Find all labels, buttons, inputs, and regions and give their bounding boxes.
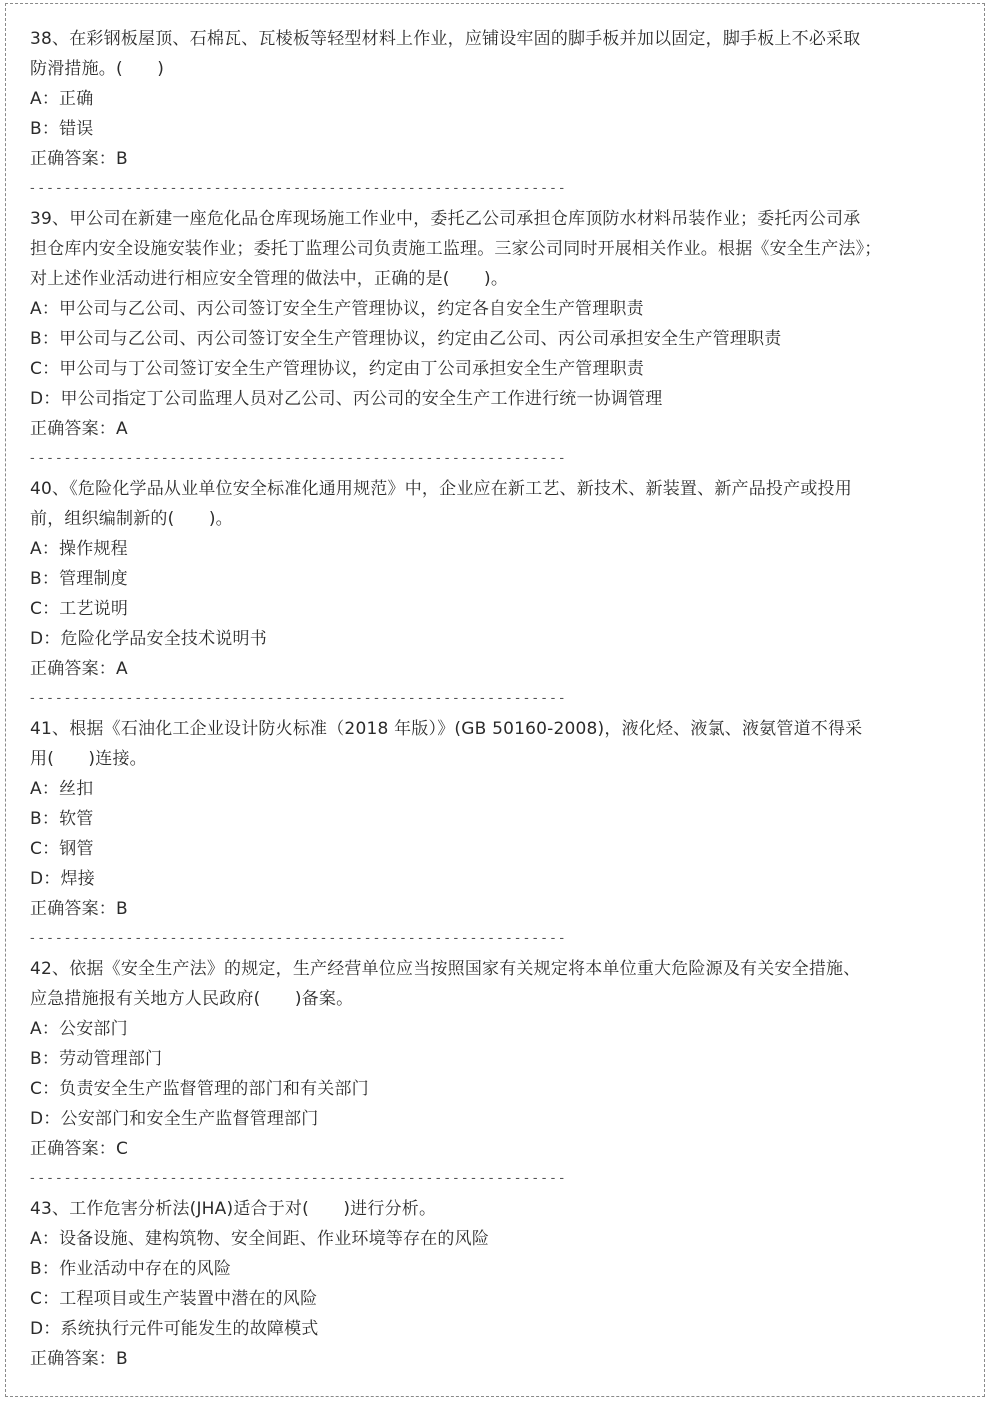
separator-line: - - - - - - - - - - - - - - - - - - - - - - - - - - - - - - - - - - - - - - - - - - - - - - - - - - - - - - - - - - - - - (30, 451, 565, 466)
question-39 (30, 204, 900, 444)
option-d: D：危险化学品安全技术说明书 (30, 629, 267, 649)
separator-line: - - - - - - - - - - - - - - - - - - - - - - - - - - - - - - - - - - - - - - - - - - - - - - - - - - - - - - - - - - - - - (30, 1171, 565, 1186)
option-a: A：设备设施、建构筑物、安全间距、作业环境等存在的风险 (30, 1229, 490, 1249)
question-text: 40、《危险化学品从业单位安全标准化通用规范》中，企业应在新工艺、新技术、新装置、新产品投产或投用 (30, 479, 852, 499)
option-b: B：作业活动中存在的风险 (30, 1259, 232, 1279)
option-c: C：工程项目或生产装置中潜在的风险 (30, 1289, 318, 1309)
separator-line: - - - - - - - - - - - - - - - - - - - - - - - - - - - - - - - - - - - - - - - - - - - - - - - - - - - - - - - - - - - - - (30, 931, 565, 946)
option-d: D：甲公司指定丁公司监理人员对乙公司、丙公司的安全生产工作进行统一协调管理 (30, 389, 663, 409)
option-a: A：甲公司与乙公司、丙公司签订安全生产管理协议，约定各自安全生产管理职责 (30, 299, 644, 319)
question-43 (30, 1194, 900, 1374)
correct-answer: 正确答案：B (30, 1349, 128, 1369)
option-a: A：操作规程 (30, 539, 128, 559)
question-text: 对上述作业活动进行相应安全管理的做法中，正确的是( )。 (30, 269, 509, 289)
option-a: A：正确 (30, 89, 94, 109)
correct-answer: 正确答案：A (30, 659, 128, 679)
question-text: 担仓库内安全设施安装作业；委托丁监理公司负责施工监理。三家公司同时开展相关作业。根据《安全生产法》； (30, 239, 882, 259)
correct-answer: 正确答案：A (30, 419, 128, 439)
separator-line: - - - - - - - - - - - - - - - - - - - - - - - - - - - - - - - - - - - - - - - - - - - - - - - - - - - - - - - - - - - - - (30, 691, 565, 706)
option-a: A：公安部门 (30, 1019, 128, 1039)
option-d: D：公安部门和安全生产监督管理部门 (30, 1109, 319, 1129)
correct-answer: 正确答案：C (30, 1139, 129, 1159)
question-41 (30, 714, 900, 924)
option-b: B：管理制度 (30, 569, 128, 589)
option-b: B：错误 (30, 119, 94, 139)
option-d: D：焊接 (30, 869, 95, 889)
option-b: B：劳动管理部门 (30, 1049, 163, 1069)
option-a: A：丝扣 (30, 779, 94, 799)
option-b: B：软管 (30, 809, 94, 829)
question-text: 43、工作危害分析法(JHA)适合于对( )进行分析。 (30, 1199, 437, 1219)
question-list (30, 24, 900, 1374)
question-text: 防滑措施。( ) (30, 59, 165, 79)
question-38 (30, 24, 900, 174)
question-text: 41、根据《石油化工企业设计防火标准（2018 年版）》(GB 50160-2008)，液化烃、液氯、液氨管道不得采 (30, 719, 863, 739)
option-c: C：工艺说明 (30, 599, 129, 619)
question-text: 用( )连接。 (30, 749, 147, 769)
option-d: D：系统执行元件可能发生的故障模式 (30, 1319, 319, 1339)
separator-line: - - - - - - - - - - - - - - - - - - - - - - - - - - - - - - - - - - - - - - - - - - - - - - - - - - - - - - - - - - - - - (30, 181, 565, 196)
question-40 (30, 474, 900, 684)
question-42 (30, 954, 900, 1164)
option-c: C：甲公司与丁公司签订安全生产管理协议，约定由丁公司承担安全生产管理职责 (30, 359, 645, 379)
option-b: B：甲公司与乙公司、丙公司签订安全生产管理协议，约定由乙公司、丙公司承担安全生产管理职责 (30, 329, 782, 349)
option-c: C：负责安全生产监督管理的部门和有关部门 (30, 1079, 369, 1099)
option-c: C：钢管 (30, 839, 94, 859)
correct-answer: 正确答案：B (30, 149, 128, 169)
question-text: 前，组织编制新的( )。 (30, 509, 233, 529)
question-text: 应急措施报有关地方人民政府( )备案。 (30, 989, 354, 1009)
question-text: 42、依据《安全生产法》的规定，生产经营单位应当按照国家有关规定将本单位重大危险源及有关安全措施、 (30, 959, 861, 979)
question-text: 38、在彩钢板屋顶、石棉瓦、瓦棱板等轻型材料上作业，应铺设牢固的脚手板并加以固定，脚手板上不必采取 (30, 29, 861, 49)
question-text: 39、甲公司在新建一座危化品仓库现场施工作业中，委托乙公司承担仓库顶防水材料吊装作业；委托丙公司承 (30, 209, 861, 229)
correct-answer: 正确答案：B (30, 899, 128, 919)
